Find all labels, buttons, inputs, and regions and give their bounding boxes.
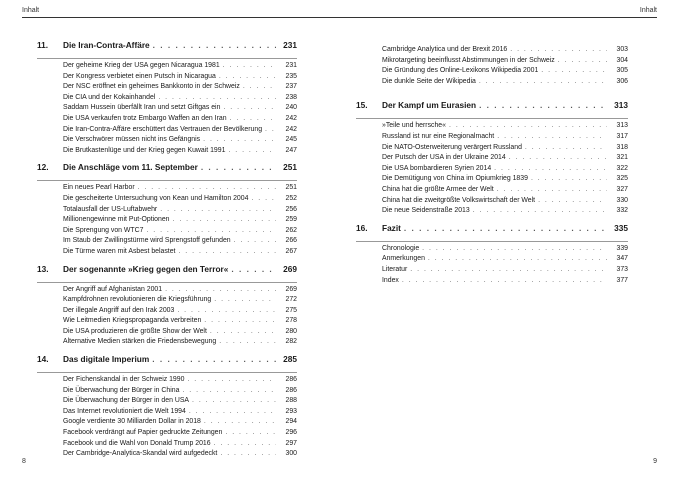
toc-entry: [63, 429, 297, 440]
leader-dots: [243, 83, 276, 90]
leader-dots: [182, 387, 276, 394]
chapter-title: Fazit: [382, 222, 401, 233]
entry-page: 286: [285, 376, 297, 384]
entry-title: China hat die zweitgrößte Volkswirtschaft der Welt: [382, 196, 536, 204]
entry-title: Die Überwachung der Bürger in den USA: [63, 397, 190, 405]
leader-dots: [223, 62, 276, 69]
entry-page: 256: [285, 205, 297, 213]
toc-entry: [63, 450, 297, 461]
chapter-number: 16.: [356, 222, 368, 233]
entry-title: Im Staub der Zwillingstürme wird Sprengstoff gefunden: [63, 237, 231, 245]
leader-dots: [146, 227, 276, 234]
toc-entry: [63, 94, 297, 105]
entry-page: 238: [285, 93, 297, 101]
entry-title: Millionengewinne mit Put-Optionen: [63, 216, 170, 224]
toc-entry: [63, 286, 297, 297]
toc-entry: [382, 175, 628, 186]
toc-entry: [63, 237, 297, 248]
toc-entry: [382, 186, 628, 197]
chapter-rule: [37, 372, 297, 373]
entry-page: 297: [285, 439, 297, 447]
right-page: [340, 0, 679, 489]
entry-page: 339: [616, 244, 628, 252]
leader-dots: [201, 162, 276, 172]
chapter-heading: [37, 162, 297, 178]
entry-page: 275: [285, 306, 297, 314]
entry-page: 231: [285, 62, 297, 69]
toc-left: [37, 40, 297, 466]
leader-dots: [219, 73, 276, 80]
toc-right: [356, 40, 628, 292]
leader-dots: [219, 338, 276, 345]
chapter-number: 13.: [37, 263, 49, 274]
entry-title: Facebook und die Wahl von Donald Trump 2016: [63, 439, 211, 447]
chapter-heading: [37, 264, 297, 280]
leader-dots: [138, 184, 276, 191]
chapter-page: 251: [283, 162, 297, 173]
chapter-title: Die Anschläge vom 11. September: [63, 162, 198, 173]
chapter-title: Die Iran-Contra-Affäre: [63, 40, 150, 50]
toc-entry: [382, 67, 628, 78]
entry-page: 252: [285, 194, 297, 202]
toc-entry: [63, 147, 297, 158]
toc-entry: [382, 144, 628, 155]
entry-title: Die Verschwörer müssen nicht ins Gefängnis: [63, 136, 201, 144]
entry-title: Die Überwachung der Bürger in China: [63, 386, 180, 394]
entry-page: 245: [285, 136, 297, 144]
chapter-heading: [37, 354, 297, 370]
toc-entry: [63, 195, 297, 206]
leader-dots: [231, 264, 276, 274]
leader-dots: [538, 197, 607, 204]
chapter-block: [37, 354, 297, 461]
toc-entry: [382, 154, 628, 165]
chapter-rule: [37, 282, 297, 283]
toc-entry: [382, 277, 628, 288]
entry-page: 347: [616, 255, 628, 263]
toc-entry: [63, 376, 297, 387]
entry-title: Die Brutkastenlüge und der Krieg gegen Kuwait 1991: [63, 146, 226, 154]
entry-page: 305: [616, 67, 628, 75]
entry-page: 294: [285, 418, 297, 426]
leader-dots: [404, 223, 607, 233]
toc-entry: [63, 338, 297, 349]
toc-entry: [63, 73, 297, 84]
entry-page: 317: [616, 132, 628, 140]
toc-entry: [382, 46, 628, 57]
toc-entry: [63, 408, 297, 419]
toc-entry: [63, 104, 297, 115]
chapter-block: [37, 162, 297, 258]
chapter-page: 231: [283, 40, 297, 50]
entry-title: Die Demütigung von China im Opiumkrieg 1839: [382, 175, 528, 183]
entry-page: 267: [285, 247, 297, 255]
entry-title: Der NSC eröffnet ein geheimes Bankkonto in der Schweiz: [63, 83, 240, 91]
entry-page: 269: [285, 285, 297, 293]
leader-dots: [172, 216, 276, 223]
leader-dots: [422, 245, 607, 252]
leader-dots: [497, 133, 607, 140]
entry-page: 322: [616, 164, 628, 172]
chapter-block: [356, 223, 628, 287]
entry-page: 321: [616, 154, 628, 162]
left-page: [0, 0, 339, 489]
entry-page: 300: [285, 450, 297, 458]
entry-page: 282: [285, 338, 297, 346]
leader-dots: [165, 286, 276, 293]
leader-dots: [214, 440, 276, 447]
leader-dots: [558, 57, 607, 64]
entry-page: 373: [616, 265, 628, 273]
leader-dots: [510, 46, 607, 53]
entry-title: Der illegale Angriff auf den Irak 2003: [63, 306, 175, 314]
entry-title: Der Putsch der USA in der Ukraine 2014: [382, 154, 506, 162]
entry-title: Index: [382, 276, 399, 284]
chapter-title: Das digitale Imperium: [63, 354, 150, 365]
entry-page: 306: [616, 77, 628, 85]
leader-dots: [177, 307, 276, 314]
entry-title: Die USA bombardieren Syrien 2014: [382, 164, 492, 172]
entry-title: Die neue Seidenstraße 2013: [382, 207, 470, 215]
chapter-page: 335: [614, 222, 628, 233]
entry-page: 278: [285, 317, 297, 325]
toc-entry: [382, 165, 628, 176]
chapter-rule: [356, 118, 628, 119]
chapter-number: 12.: [37, 162, 49, 173]
entry-title: Der Kongress verbietet einen Putsch in Nicaragua: [63, 72, 216, 80]
toc-entry: [382, 78, 628, 89]
entry-page: 272: [285, 296, 297, 304]
leader-dots: [152, 354, 276, 364]
page-number: 9: [653, 458, 657, 465]
entry-title: Die NATO-Osterweiterung verärgert Russland: [382, 143, 522, 151]
leader-dots: [204, 317, 276, 324]
running-head: Inhalt: [639, 7, 657, 14]
leader-dots: [234, 237, 276, 244]
toc-entry: [63, 126, 297, 137]
header-rule: [22, 17, 340, 18]
chapter-heading: [356, 223, 628, 239]
entry-title: Die USA produzieren die größte Show der Welt: [63, 327, 207, 335]
toc-entry: [63, 62, 297, 73]
chapter-block: [37, 264, 297, 350]
entry-title: Chronologie: [382, 244, 420, 252]
entry-title: Die gescheiterte Untersuchung von Kean und Hamilton 2004: [63, 194, 249, 202]
entry-title: Die CIA und der Kokainhandel: [63, 93, 156, 101]
entry-page: 288: [285, 397, 297, 405]
leader-dots: [494, 165, 607, 172]
running-head: Inhalt: [22, 7, 40, 14]
entry-page: 240: [285, 104, 297, 112]
chapter-number: 15.: [356, 100, 368, 111]
entry-page: 262: [285, 226, 297, 234]
entry-title: Mikrotargeting beeinflusst Abstimmungen in der Schweiz: [382, 56, 555, 64]
leader-dots: [525, 144, 607, 151]
entry-page: 296: [285, 429, 297, 437]
entry-title: Die Gründung des Online-Lexikons Wikipedia 2001: [382, 67, 539, 75]
chapter-page: 285: [283, 354, 297, 365]
entry-title: Cambridge Analytica und der Brexit 2016: [382, 46, 508, 53]
entry-title: Das Internet revolutioniert die Welt 1994: [63, 407, 186, 415]
leader-dots: [265, 126, 276, 133]
chapter-page: 269: [283, 263, 297, 274]
toc-entry: [63, 418, 297, 429]
chapter-block: [356, 100, 628, 217]
entry-title: Die Sprengung von WTC7: [63, 226, 144, 234]
toc-entry: [63, 227, 297, 238]
entry-page: 325: [616, 175, 628, 183]
chapter-title: Der Kampf um Eurasien: [382, 100, 477, 111]
entry-title: Der Cambridge-Analytica-Skandal wird aufgedeckt: [63, 450, 218, 458]
toc-entry: [63, 440, 297, 451]
leader-dots: [509, 154, 607, 161]
leader-dots: [178, 248, 276, 255]
entry-title: Saddam Hussein überfällt Iran und setzt Giftgas ein: [63, 104, 221, 112]
entry-page: 235: [285, 72, 297, 80]
leader-dots: [497, 186, 607, 193]
chapter-heading: [356, 100, 628, 116]
toc-entry: [382, 133, 628, 144]
chapter-rule: [356, 241, 628, 242]
toc-entry: [382, 197, 628, 208]
entry-title: Der Fichenskandal in der Schweiz 1990: [63, 376, 185, 384]
leader-dots: [428, 255, 607, 262]
entry-title: Die Iran-Contra-Affäre erschüttert das Vertrauen der Bevölkerung: [63, 125, 263, 133]
entry-page: 266: [285, 237, 297, 245]
toc-entry: [63, 115, 297, 126]
entry-page: 237: [285, 83, 297, 91]
leader-dots: [251, 195, 276, 202]
leader-dots: [473, 207, 607, 214]
toc-entry: [63, 296, 297, 307]
entry-title: Ein neues Pearl Harbor: [63, 184, 135, 192]
page-number: 8: [22, 458, 26, 465]
leader-dots: [214, 296, 276, 303]
toc-entry: [63, 206, 297, 217]
entry-title: Der geheime Krieg der USA gegen Nicaragua 1981: [63, 62, 220, 69]
toc-entry: [63, 248, 297, 259]
entry-page: 318: [616, 143, 628, 151]
entry-title: Alternative Medien stärken die Friedensbewegung: [63, 338, 217, 346]
chapter-page: 313: [614, 100, 628, 111]
entry-title: Der Angriff auf Afghanistan 2001: [63, 285, 163, 293]
entry-title: China hat die größte Armee der Welt: [382, 185, 494, 193]
leader-dots: [192, 397, 276, 404]
entry-page: 242: [285, 114, 297, 122]
entry-title: Literatur: [382, 265, 408, 273]
toc-entry: [63, 397, 297, 408]
toc-entry: [63, 136, 297, 147]
entry-page: 259: [285, 216, 297, 224]
entry-title: »Teile und herrsche«: [382, 122, 446, 130]
entry-page: 286: [285, 386, 297, 394]
entry-title: Kampfdrohnen revolutionieren die Kriegsführung: [63, 296, 212, 304]
entry-title: Die USA verkaufen trotz Embargo Waffen an den Iran: [63, 114, 227, 122]
chapter-rule: [37, 58, 297, 59]
entry-page: 377: [616, 276, 628, 284]
entry-title: Wie Leitmedien Kriegspropaganda verbreiten: [63, 317, 202, 325]
entry-page: 332: [616, 207, 628, 215]
entry-page: 280: [285, 327, 297, 335]
leader-dots: [225, 429, 276, 436]
toc-entry: [382, 245, 628, 256]
toc-entry: [382, 57, 628, 68]
chapter-number: 14.: [37, 354, 49, 365]
entry-title: Russland ist nur eine Regionalmacht: [382, 132, 495, 140]
entry-page: 304: [616, 56, 628, 64]
leader-dots: [160, 206, 276, 213]
leader-dots: [187, 376, 276, 383]
entry-page: 330: [616, 196, 628, 204]
toc-entry: [382, 255, 628, 266]
toc-entry: [63, 307, 297, 318]
entry-title: Facebook verdrängt auf Papier gedruckte Zeitungen: [63, 429, 223, 437]
chapter-title: Der sogenannte »Krieg gegen den Terror«: [63, 263, 229, 274]
entry-title: Anmerkungen: [382, 255, 425, 263]
header-rule: [340, 17, 657, 18]
toc-entry: [63, 317, 297, 328]
leader-dots: [402, 277, 607, 284]
leader-dots: [228, 147, 276, 154]
toc-entry: [63, 387, 297, 398]
toc-entry: [382, 266, 628, 277]
continued-entries: [356, 46, 628, 88]
leader-dots: [479, 78, 607, 85]
leader-dots: [158, 94, 276, 101]
chapter-rule: [37, 180, 297, 181]
entry-title: Google verdiente 30 Milliarden Dollar in 2018: [63, 418, 201, 426]
entry-page: 242: [285, 125, 297, 133]
entry-page: 247: [285, 146, 297, 154]
leader-dots: [210, 328, 276, 335]
leader-dots: [541, 67, 607, 74]
entry-title: Totalausfall der US-Luftabwehr: [63, 205, 158, 213]
chapter-heading: [37, 40, 297, 56]
leader-dots: [220, 450, 276, 457]
chapter-number: 11.: [37, 40, 49, 50]
leader-dots: [189, 408, 276, 415]
leader-dots: [479, 100, 607, 110]
leader-dots: [204, 418, 276, 425]
entry-title: Die dunkle Seite der Wikipedia: [382, 77, 476, 85]
leader-dots: [153, 40, 276, 50]
leader-dots: [230, 115, 276, 122]
entry-title: Die Türme waren mit Asbest belastet: [63, 247, 176, 255]
leader-dots: [203, 136, 276, 143]
toc-entry: [63, 83, 297, 94]
chapter-block: [37, 40, 297, 157]
leader-dots: [223, 104, 276, 111]
toc-entry: [63, 184, 297, 195]
entry-page: 303: [616, 46, 628, 53]
leader-dots: [410, 266, 607, 273]
toc-entry: [382, 207, 628, 218]
entry-page: 327: [616, 185, 628, 193]
toc-entry: [382, 122, 628, 133]
toc-entry: [63, 216, 297, 227]
leader-dots: [449, 122, 607, 129]
leader-dots: [531, 175, 607, 182]
entry-page: 313: [616, 122, 628, 130]
entry-page: 293: [285, 407, 297, 415]
toc-entry: [63, 328, 297, 339]
entry-page: 251: [285, 184, 297, 192]
